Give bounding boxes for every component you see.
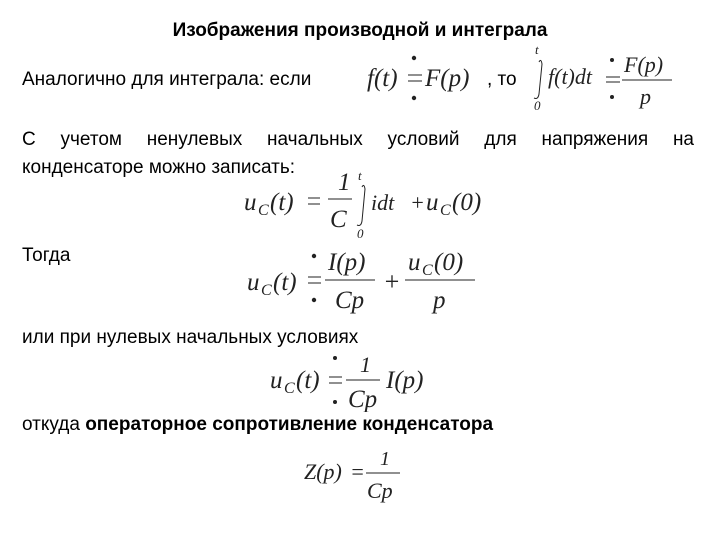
final-prefix: откуда (22, 414, 86, 435)
page-title: Изображения производной и интеграла (172, 20, 548, 41)
plus-sign: + (383, 267, 401, 296)
initial-voltage-subscript: C (440, 202, 451, 219)
fraction-denominator: p (640, 84, 651, 109)
current-image: I(p) (386, 367, 424, 394)
correspondence-dot-top (610, 58, 614, 62)
then-label: Тогда (22, 245, 71, 266)
correspondence-dot-bottom (610, 95, 614, 99)
final-statement (22, 412, 493, 438)
integral-analogy-text: Аналогично для интеграла: если (22, 69, 312, 90)
formula-lhs: f(t) (367, 65, 398, 92)
fraction-numerator: 1 (380, 448, 390, 470)
nonzero-conditions-text-line2: конденсаторе можно записать: (22, 157, 296, 178)
formula-rhs: F(p) (425, 65, 470, 92)
formula-integral-image (522, 42, 687, 112)
operator-impedance-term: операторное сопротивление конденсатора (85, 414, 494, 435)
fraction-denominator: C (330, 206, 347, 233)
voltage-argument: (t) (273, 269, 297, 296)
fraction-numerator: 1 (338, 169, 351, 196)
voltage-argument: (t) (296, 367, 320, 394)
plus-sign: + (410, 190, 425, 215)
correspondence-dot-top (312, 254, 316, 258)
integrand: f(t)dt (548, 64, 592, 89)
integral-sign (534, 60, 542, 98)
integral-sign (357, 185, 365, 225)
fraction1-numerator: I(p) (328, 249, 366, 276)
correspondence-dot-bottom (312, 298, 316, 302)
integral-upper-limit: t (358, 168, 362, 183)
voltage-symbol: u (270, 367, 283, 394)
voltage-symbol: u (247, 269, 260, 296)
fraction-denominator: Cp (367, 478, 393, 503)
formula-capacitor-impedance (300, 447, 410, 507)
voltage-argument: (t) (270, 189, 294, 216)
formula-capacitor-voltage (240, 165, 500, 240)
correspondence-dot-bottom (333, 400, 337, 404)
formula-zero-conditions (268, 350, 438, 412)
formula-correspondence (365, 50, 480, 105)
fraction-denominator: Cp (348, 386, 378, 412)
zero-conditions-label: или при нулевых начальных условиях (22, 327, 359, 348)
correspondence-dot-bottom (412, 96, 416, 100)
correspondence-dot-top (333, 356, 337, 360)
initial-voltage-symbol: u (426, 189, 439, 216)
initial-voltage-argument: (0) (452, 189, 482, 216)
fraction2-numerator-subscript: C (422, 262, 433, 279)
integrand: idt (371, 190, 395, 215)
formula-operator-voltage (243, 240, 483, 320)
integral-upper-limit: t (535, 42, 539, 57)
fraction-numerator: F(p) (624, 52, 664, 77)
voltage-subscript: C (284, 380, 295, 397)
voltage-symbol: u (244, 189, 257, 216)
fraction2-numerator-argument: (0) (434, 249, 464, 276)
correspondence-dot-top (412, 56, 416, 60)
then-text: , то (487, 69, 517, 90)
integral-lower-limit: 0 (534, 98, 541, 112)
nonzero-conditions-text-line1: С учетом ненулевых начальных условий для напряжения на (22, 129, 694, 150)
fraction1-denominator: Cp (335, 287, 365, 314)
fraction2-numerator-symbol: u (408, 249, 421, 276)
voltage-subscript: C (258, 202, 269, 219)
impedance-symbol: Z(p) (304, 459, 342, 484)
integral-lower-limit: 0 (357, 226, 364, 240)
fraction2-denominator: p (433, 287, 446, 314)
equals-sign: = (350, 459, 365, 484)
fraction-numerator: 1 (360, 352, 371, 377)
voltage-subscript: C (261, 282, 272, 299)
